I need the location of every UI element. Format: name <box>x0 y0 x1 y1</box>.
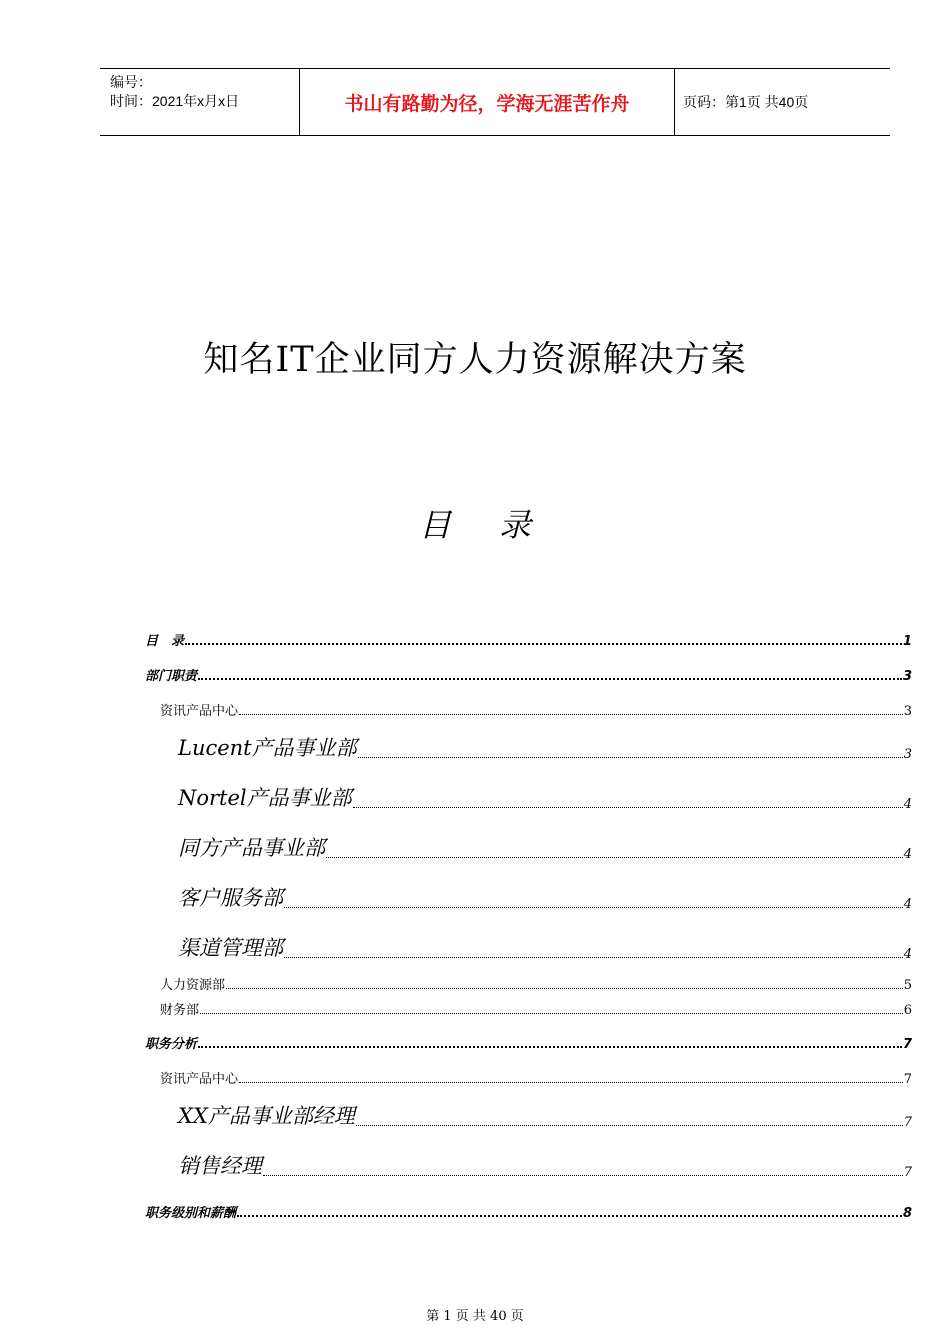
toc-leader <box>326 857 903 858</box>
toc-entry-page: 4 <box>903 897 912 912</box>
toc-entry-label: 资讯产品中心 <box>160 1072 239 1087</box>
toc-leader <box>239 1082 903 1083</box>
toc-entry-label: Nortel产品事业部 <box>178 786 352 810</box>
toc-entry[interactable] <box>178 832 912 862</box>
document-title: 知名IT企业同方人力资源解决方案 <box>203 340 747 380</box>
toc-entry-label: 渠道管理部 <box>178 936 283 960</box>
page-header <box>100 68 890 136</box>
header-page-info: 页码：第1页 共40页 <box>683 94 809 110</box>
toc-leader <box>239 714 903 715</box>
toc-leader <box>226 988 903 989</box>
toc-entry-label: 目 录 <box>145 634 185 649</box>
toc-entry[interactable] <box>178 732 912 762</box>
toc-entry-page: 7 <box>903 1115 912 1130</box>
toc-entry-label: 职务分析 <box>145 1037 198 1052</box>
toc-entry-page: 3 <box>903 747 912 762</box>
toc-heading <box>0 500 950 546</box>
toc-heading-right: 录 <box>499 506 532 544</box>
toc-entry-page: 7 <box>903 1165 912 1180</box>
toc-entry[interactable] <box>178 882 912 912</box>
toc-entry[interactable] <box>160 974 912 993</box>
toc-entry-label: 部门职责 <box>145 669 198 684</box>
toc-leader <box>284 957 903 958</box>
toc-entry-page: 7 <box>903 1072 912 1087</box>
toc-entry-page: 4 <box>903 947 912 962</box>
toc-entry-page: 4 <box>903 797 912 812</box>
toc-entry-label: 人力资源部 <box>160 978 226 993</box>
toc-entry-page: 6 <box>903 1003 912 1018</box>
toc-leader <box>284 907 903 908</box>
toc-entry-label: Lucent产品事业部 <box>178 736 357 760</box>
toc-entry-page: 4 <box>903 847 912 862</box>
number-label: 编号： <box>110 74 152 90</box>
toc-entry-page: 1 <box>902 634 912 649</box>
time-label: 时间：2021年x月x日 <box>110 93 240 109</box>
toc-leader <box>237 1215 902 1217</box>
toc-entry[interactable] <box>160 700 912 719</box>
toc-entry-page: 8 <box>902 1206 912 1221</box>
header-meta <box>100 69 300 135</box>
toc-entry-page: 7 <box>902 1037 912 1052</box>
toc-entry[interactable] <box>145 665 912 684</box>
toc-entry-label: 资讯产品中心 <box>160 704 239 719</box>
toc-leader <box>263 1175 903 1176</box>
toc-entry-label: 财务部 <box>160 1003 200 1018</box>
toc-entry[interactable] <box>178 782 912 812</box>
page-footer: 第 1 页 共 40 页 <box>426 1309 524 1324</box>
toc-leader <box>356 1125 903 1126</box>
toc-entry-label: XX产品事业部经理 <box>178 1104 355 1128</box>
toc-entry[interactable] <box>160 999 912 1018</box>
toc-entry-label: 客户服务部 <box>178 886 283 910</box>
toc-entry-page: 3 <box>903 704 912 719</box>
header-motto: 书山有路勤为径，学海无涯苦作舟 <box>300 69 675 135</box>
toc-leader <box>185 643 902 645</box>
toc-entry[interactable] <box>145 1033 912 1052</box>
toc-entry[interactable] <box>178 1100 912 1130</box>
toc-leader <box>198 1046 902 1048</box>
toc-entry-label: 销售经理 <box>178 1154 262 1178</box>
toc-entry[interactable] <box>178 932 912 962</box>
toc-entry-page: 5 <box>903 978 912 993</box>
toc-entry[interactable] <box>145 630 912 649</box>
toc-heading-left: 目 <box>418 506 451 544</box>
toc-leader <box>353 807 903 808</box>
toc-entry[interactable] <box>178 1150 912 1180</box>
toc-entry[interactable] <box>160 1068 912 1087</box>
toc-leader <box>198 678 902 680</box>
toc-entry-label: 职务级别和薪酬 <box>145 1206 237 1221</box>
toc-entry-label: 同方产品事业部 <box>178 836 325 860</box>
toc-leader <box>358 757 903 758</box>
toc-entry[interactable] <box>145 1202 912 1221</box>
toc-leader <box>200 1013 903 1014</box>
toc-entry-page: 3 <box>902 669 912 684</box>
